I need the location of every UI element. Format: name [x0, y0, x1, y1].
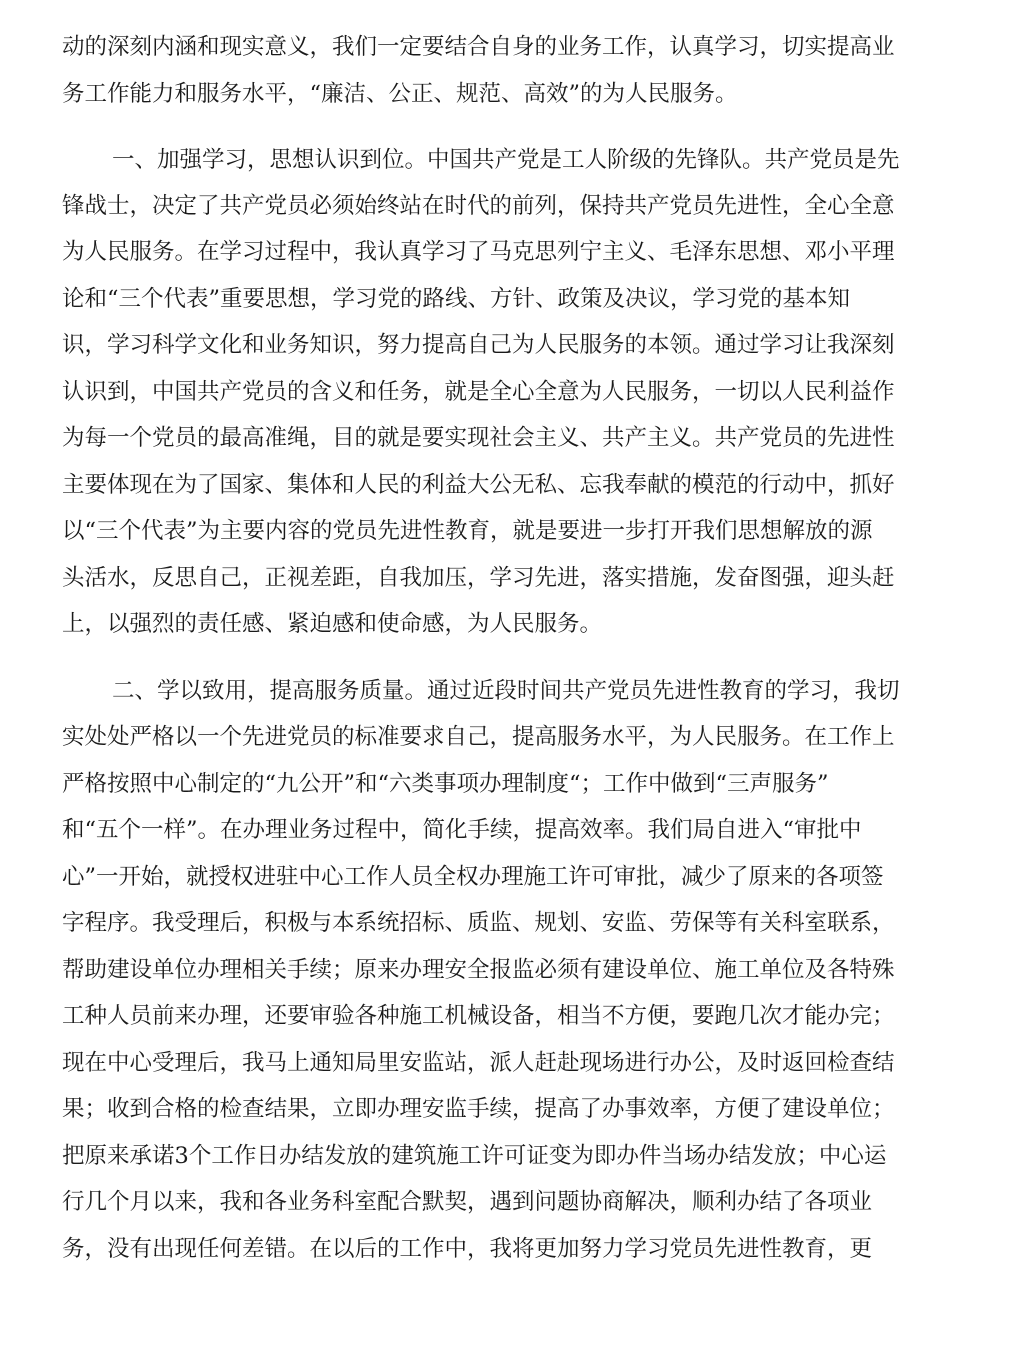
text-line: 以“三个代表”为主要内容的党员先进性教育，就是要进一步打开我们思想解放的源: [62, 518, 873, 544]
text-line: 严格按照中心制定的“九公开”和“六类事项办理制度“；工作中做到“三声服务”: [62, 771, 829, 797]
section-one-heading-line: 一、加强学习，思想认识到位。中国共产党是工人阶级的先锋队。共产党员是先: [112, 147, 900, 173]
text-line: 和“五个一样”。在办理业务过程中，简化手续，提高效率。我们局自进入“审批中: [62, 817, 862, 843]
text-line: 识，学习科学文化和业务知识，努力提高自己为人民服务的本领。通过学习让我深刻: [62, 332, 895, 358]
text-line: 现在中心受理后，我马上通知局里安监站，派人赶赴现场进行办公，及时返回检查结: [62, 1050, 895, 1076]
text-line: 果；收到合格的检查结果，立即办理安监手续，提高了办事效率，方便了建设单位；: [62, 1096, 895, 1122]
text-line: 头活水，反思自己，正视差距，自我加压，学习先进，落实措施，发奋图强，迎头赶: [62, 565, 895, 591]
text-line: 上，以强烈的责任感、紧迫感和使命感，为人民服务。: [62, 611, 603, 637]
text-line: 务，没有出现任何差错。在以后的工作中，我将更加努力学习党员先进性教育，更: [62, 1236, 873, 1262]
section-two-heading-line: 二、学以致用，提高服务质量。通过近段时间共产党员先进性教育的学习，我切: [112, 678, 900, 704]
text-line: 把原来承诺3个工作日办结发放的建筑施工许可证变为即办件当场办结发放；中心运: [62, 1143, 887, 1169]
text-line: 行几个月以来，我和各业务科室配合默契，遇到问题协商解决，顺利办结了各项业: [62, 1189, 873, 1215]
text-line: 务工作能力和服务水平，“廉洁、公正、规范、高效”的为人民服务。: [62, 81, 738, 107]
text-line: 为每一个党员的最高准绳，目的就是要实现社会主义、共产主义。共产党员的先进性: [62, 425, 895, 451]
text-line: 字程序。我受理后，积极与本系统招标、质监、规划、安监、劳保等有关科室联系，: [62, 910, 895, 936]
text-line: 工种人员前来办理，还要审验各种施工机械设备，相当不方便，要跑几次才能办完；: [62, 1003, 895, 1029]
text-line: 主要体现在为了国家、集体和人民的利益大公无私、忘我奉献的模范的行动中，抓好: [62, 472, 895, 498]
text-line: 实处处严格以一个先进党员的标准要求自己，提高服务水平，为人民服务。在工作上: [62, 724, 895, 750]
text-line: 锋战士，决定了共产党员必须始终站在时代的前列，保持共产党员先进性，全心全意: [62, 193, 895, 219]
text-line: 帮助建设单位办理相关手续；原来办理安全报监必须有建设单位、施工单位及各特殊: [62, 957, 895, 983]
text-line: 论和“三个代表”重要思想，学习党的路线、方针、政策及决议，学习党的基本知: [62, 286, 851, 312]
text-line: 认识到，中国共产党员的含义和任务，就是全心全意为人民服务，一切以人民利益作: [62, 379, 895, 405]
text-line: 为人民服务。在学习过程中，我认真学习了马克思列宁主义、毛泽东思想、邓小平理: [62, 239, 895, 265]
text-line: 动的深刻内涵和现实意义，我们一定要结合自身的业务工作，认真学习，切实提高业: [62, 34, 895, 60]
text-line: 心”一开始，就授权进驻中心工作人员全权办理施工许可审批，减少了原来的各项签: [62, 864, 884, 890]
